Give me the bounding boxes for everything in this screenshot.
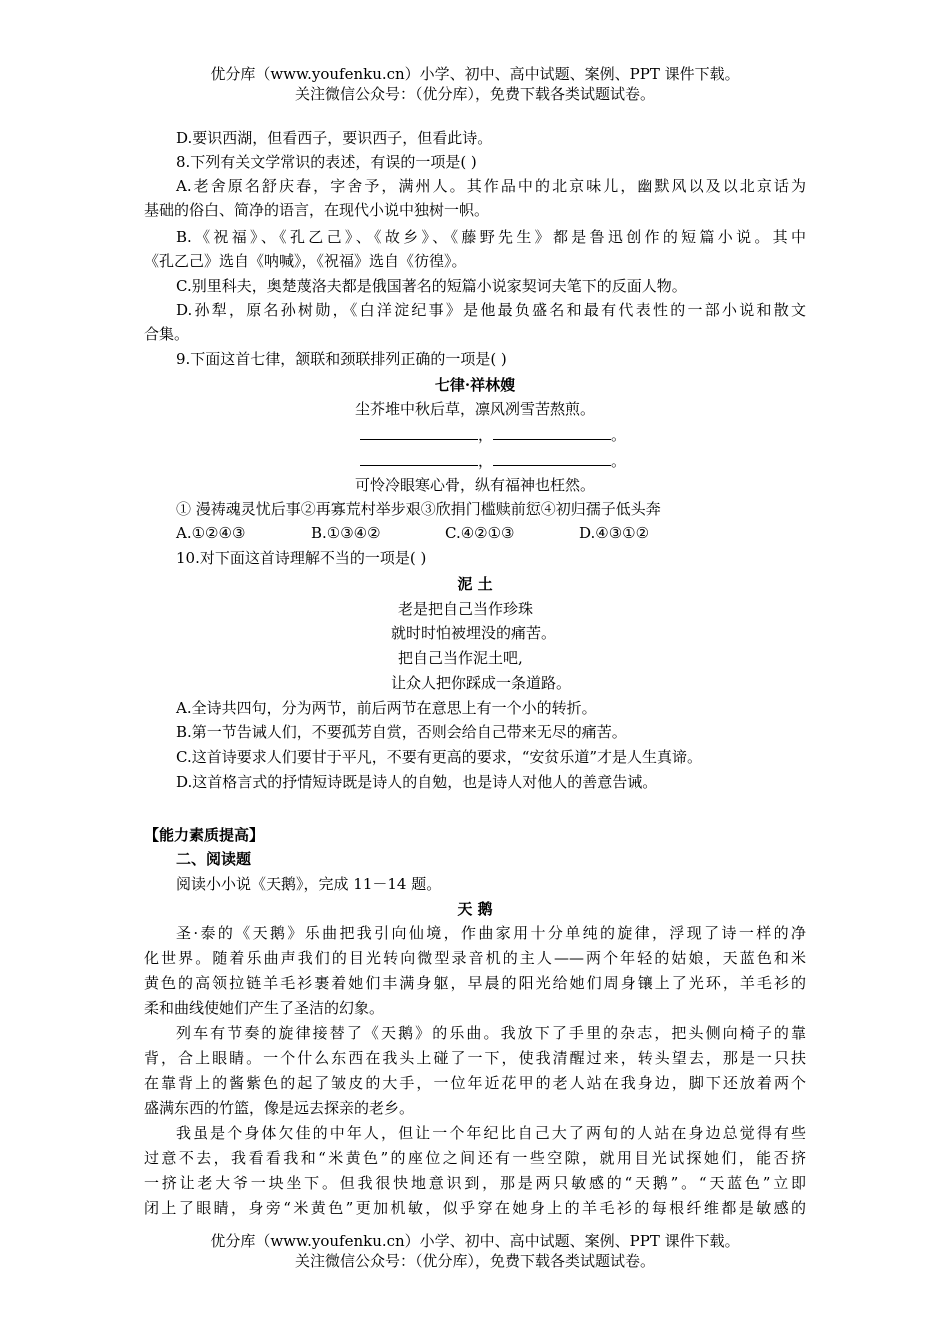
header-line-1: 优分库（www.youfenku.cn）小学、初中、高中试题、案例、PPT 课件下载。 xyxy=(210,65,740,83)
q9-blank-1 xyxy=(360,425,478,440)
q9-blank-4 xyxy=(493,451,611,466)
story-p3-line4: 闭上了眼睛，身旁“米黄色”更加机敏，似乎穿在她身上的羊毛衫的每根纤维都是敏感的 xyxy=(144,1199,806,1217)
q10-poem-line4: 让众人把你踩成一条道路。 xyxy=(391,674,572,692)
q9-stem: 9.下面这首七律，颔联和颈联排列正确的一项是( ) xyxy=(176,350,507,368)
q9-poem-title: 七律·祥林嫂 xyxy=(434,376,516,394)
q10-poem-line3: 把自己当作泥土吧, xyxy=(398,649,523,667)
q9-blank-2 xyxy=(493,425,611,440)
story-p3-line1: 我虽是个身体欠佳的中年人，但让一个年纪比自己大了两旬的人站在身边总觉得有些 xyxy=(176,1124,806,1142)
q8-option-d-line1: D.孙犁，原名孙树勋，《白洋淀纪事》是他最负盛名和最有代表性的一部小说和散文 xyxy=(176,301,806,319)
story-p3-line3: 一挤让老大爷一块坐下。但我很快地意识到，那是两只敏感的“天鹅”。“天蓝色”立即 xyxy=(144,1174,806,1192)
q10-option-c: C.这首诗要求人们要甘于平凡，不要有更高的要求，“安贫乐道”才是人生真谛。 xyxy=(176,748,703,766)
q9-comma-2: ， xyxy=(478,452,494,470)
footer-line-1: 优分库（www.youfenku.cn）小学、初中、高中试题、案例、PPT 课件下载。 xyxy=(210,1232,740,1250)
story-p2-line2: 背，合上眼睛。一个什么东西在我头上碰了一下，使我清醒过来，转头望去，那是一只扶 xyxy=(144,1049,806,1067)
q9-blank-row-1 xyxy=(360,424,626,446)
q10-option-b: B.第一节告诫人们，不要孤芳自赏，否则会给自己带来无尽的痛苦。 xyxy=(176,723,627,741)
section-subtitle: 二、阅读题 xyxy=(176,850,252,868)
q10-option-a: A.全诗共四句，分为两节，前后两节在意思上有一个小的转折。 xyxy=(176,699,597,717)
q9-option-d: D.④③①② xyxy=(579,524,650,542)
q8-option-b-line1: B.《祝福》、《孔乙己》、《故乡》、《藤野先生》都是鲁迅创作的短篇小说。其中 xyxy=(176,228,806,246)
story-p2-line4: 盛满东西的竹篮，像是远去探亲的老乡。 xyxy=(144,1099,415,1117)
q9-option-a: A.①②④③ xyxy=(176,524,246,542)
story-title: 天 鹅 xyxy=(457,900,493,918)
q8-option-a-line2: 基础的俗白、简净的语言，在现代小说中独树一帜。 xyxy=(144,201,490,219)
q10-stem: 10.对下面这首诗理解不当的一项是( ) xyxy=(176,549,427,567)
q7-option-d: D.要识西湖，但看西子，要识西子，但看此诗。 xyxy=(176,129,493,147)
q9-option-c: C.④②①③ xyxy=(445,524,515,542)
story-p2-line1: 列车有节奏的旋律接替了《天鹅》的乐曲。我放下了手里的杂志，把头侧向椅子的靠 xyxy=(176,1024,806,1042)
q10-poem-line1: 老是把自己当作珍珠 xyxy=(398,600,534,618)
reading-intro: 阅读小小说《天鹅》，完成 11－14 题。 xyxy=(176,875,442,893)
story-p2-line3: 在靠背上的酱紫色的起了皱皮的大手，一位年近花甲的老人站在我身边，脚下还放着两个 xyxy=(144,1074,806,1092)
story-p1-line3: 黄色的高领拉链羊毛衫裹着她们丰满身躯，早晨的阳光给她们周身镶上了光环，羊毛衫的 xyxy=(144,974,806,992)
q8-stem: 8.下列有关文学常识的表述，有误的一项是( ) xyxy=(176,153,477,171)
q10-poem-title: 泥 土 xyxy=(457,575,493,593)
q8-option-c: C.别里科夫，奥楚蔑洛夫都是俄国著名的短篇小说家契诃夫笔下的反面人物。 xyxy=(176,277,687,295)
q9-poem-line1: 尘芥堆中秋后草，凛风冽雪苦熬煎。 xyxy=(354,400,595,418)
story-p3-line2: 过意不去，我看看我和“米黄色”的座位之间还有一些空隙，就用目光试探她们，能否挤 xyxy=(144,1149,806,1167)
q9-blank-3 xyxy=(360,451,478,466)
header-line-2: 关注微信公众号：（优分库），免费下载各类试题试卷。 xyxy=(294,85,655,103)
q9-blank-row-2 xyxy=(360,450,626,472)
story-p1-line2: 化世界。随着乐曲声我们的目光转向微型录音机的主人——两个年轻的姑娘，天蓝色和米 xyxy=(144,949,806,967)
q9-period-1: 。 xyxy=(611,426,627,444)
q9-choices: ① 漫祷魂灵忧后事②再寡荒村举步艰③欣捐门槛赎前愆④初归孺子低头奔 xyxy=(176,500,661,518)
q9-comma-1: ， xyxy=(478,426,494,444)
section-title: 【能力素质提高】 xyxy=(144,826,265,844)
q8-option-a-line1: A.老舍原名舒庆春，字舍予，满州人。其作品中的北京味儿，幽默风以及以北京话为 xyxy=(176,177,806,195)
q9-period-2: 。 xyxy=(611,452,627,470)
story-p1-line1: 圣·泰的《天鹅》乐曲把我引向仙境，作曲家用十分单纯的旋律，浮现了诗一样的净 xyxy=(176,924,806,942)
q10-option-d: D.这首格言式的抒情短诗既是诗人的自勉，也是诗人对他人的善意告诫。 xyxy=(176,773,658,791)
q9-poem-line4: 可怜冷眼寒心骨，纵有福神也枉然。 xyxy=(354,476,595,494)
q8-option-d-line2: 合集。 xyxy=(144,325,190,343)
q9-option-b: B.①③④② xyxy=(311,524,381,542)
q10-poem-line2: 就时时怕被埋没的痛苦。 xyxy=(391,624,557,642)
footer-line-2: 关注微信公众号：（优分库），免费下载各类试题试卷。 xyxy=(294,1252,655,1270)
q8-option-b-line2: 《孔乙己》选自《呐喊》，《祝福》选自《彷徨》。 xyxy=(144,252,467,270)
story-p1-line4: 柔和曲线使她们产生了圣洁的幻象。 xyxy=(144,999,385,1017)
